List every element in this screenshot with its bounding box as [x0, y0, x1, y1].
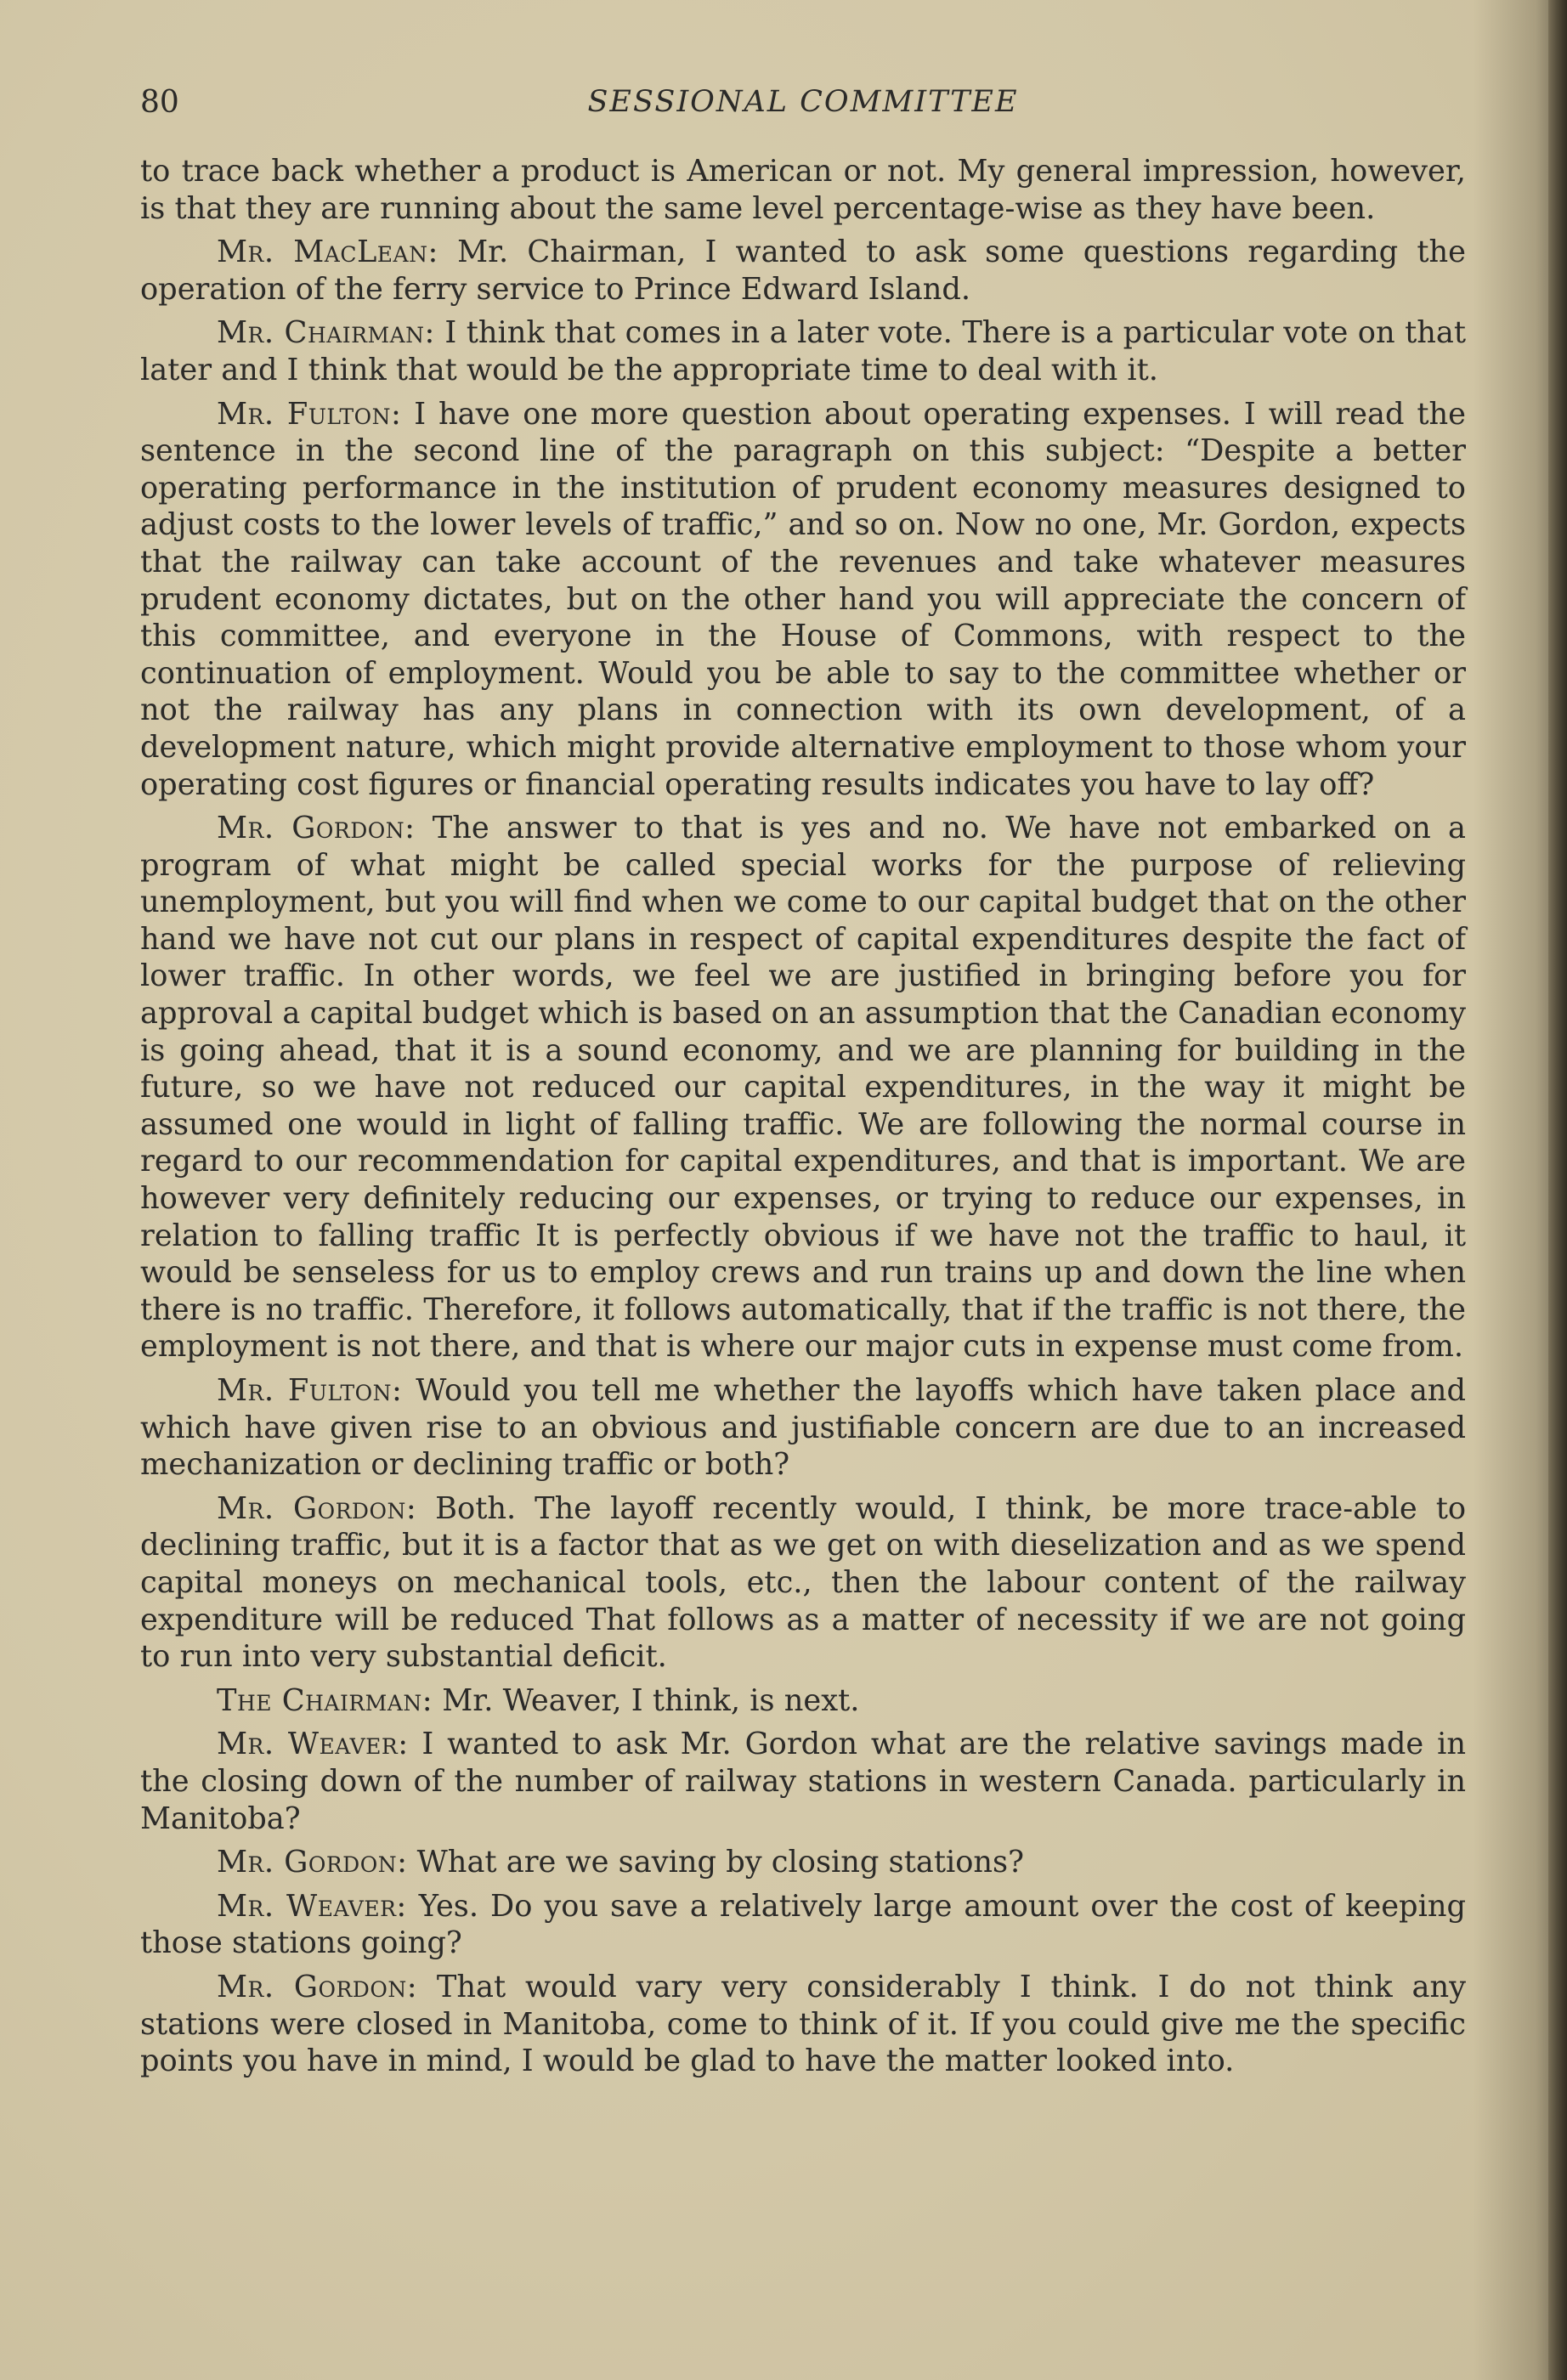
- paragraph-text: Would you tell me whether the layoffs which have taken place and which have given rise to an obvious and justifiable concern are due to an increased mechanization or declining traffic or both?: [140, 1373, 1466, 1483]
- paragraph: [140, 396, 1466, 804]
- speaker-name: Mr. Chairman:: [217, 315, 435, 351]
- paragraph: [140, 234, 1466, 308]
- running-head: SESSIONAL COMMITTEE: [587, 85, 1019, 119]
- speaker-name: The Chairman:: [217, 1682, 433, 1718]
- paragraph-text: Yes. Do you save a relatively large amount over the cost of keeping those stations going?: [140, 1888, 1467, 1961]
- paragraph: [140, 314, 1466, 388]
- paragraph-text: to trace back whether a product is American or not. My general impression, however, is that they are running about the same level percentage-wise as they have been.: [140, 154, 1466, 226]
- paragraph: [140, 1844, 1466, 1881]
- page-header: [140, 85, 1466, 127]
- speaker-name: Mr. Gordon:: [217, 1490, 417, 1526]
- speaker-name: Mr. Fulton:: [217, 396, 402, 432]
- speaker-name: Mr. Gordon:: [217, 811, 416, 846]
- paragraph: [140, 1682, 1466, 1720]
- paragraph-text: Mr. Weaver, I think, is next.: [442, 1682, 860, 1718]
- paragraph: [140, 1726, 1466, 1837]
- page-number: 80: [140, 85, 179, 120]
- paragraph: [140, 1372, 1466, 1484]
- paragraph-text: Both. The layoff recently would, I think, be more trace-able to declining traffic, but it is a factor that as we get on with dieselization and as we spend capital moneys on mechanical tools, etc., then the labour content of the railway expenditure will be reduced That follows as a matter of necessity if we are not going to run into very substantial deficit.: [140, 1490, 1467, 1675]
- paragraph-text: I wanted to ask Mr. Gordon what are the relative savings made in the closing down of the number of railway stations in western Canada. particularly in Manitoba?: [140, 1727, 1467, 1836]
- paragraph-text: I think that comes in a later vote. There is a particular vote on that later and I think that would be the appropriate time to deal with it.: [140, 315, 1467, 387]
- paragraph: [140, 1888, 1466, 1962]
- transcript-body: [140, 153, 1466, 2087]
- speaker-name: Mr. Gordon:: [217, 1969, 418, 2004]
- paragraph: [140, 810, 1466, 1365]
- speaker-name: Mr. Weaver:: [217, 1888, 407, 1924]
- paragraph-text: I have one more question about operating expenses. I will read the sentence in the second line of the paragraph on this subject: “Despite a better operating performance in the institution of prudent economy measures designed to adjust costs to the lower levels of traffic,” and so on. Now no one, Mr. Gordon, expects that the railway can take account of the revenues and take whatever measures prudent economy dictates, but on the other hand you will appreciate the concern of this committee, and everyone in the House of Commons, with respect to the continuation of employment. Would you be able to say to the committee whether or not the railway has any plans in connection with its own development, of a development nature, which might provide alternative employment to those whom your operating cost figures or financial operating results indicates you have to lay off?: [140, 396, 1467, 802]
- speaker-name: Mr. Fulton:: [217, 1373, 403, 1408]
- paragraph: [140, 1969, 1466, 2080]
- book-spine-shadow: [1548, 0, 1567, 2380]
- paragraph-text: The answer to that is yes and no. We have not embarked on a program of what might be called special works for the purpose of relieving unemployment, but you will find when we come to our capital budget that on the other hand we have not cut our plans in respect of capital expenditures despite the fact of lower traffic. In other words, we feel we are justified in bringing before you for approval a capital budget which is based on an assumption that the Canadian economy is going ahead, that it is a sound economy, and we are planning for building in the future, so we have not reduced our capital expenditures, in the way it might be assumed one would in light of falling traffic. We are following the normal course in regard to our recommendation for capital expenditures, and that is important. We are however very definitely reducing our expenses, or trying to reduce our expenses, in relation to falling traffic It is perfectly obvious if we have not the traffic to haul, it would be senseless for us to employ crews and run trains up and down the line when there is no traffic. Therefore, it follows automatically, that if the traffic is not there, the employment is not there, and that is where our major cuts in expense must come from.: [140, 811, 1467, 1365]
- paragraph: [140, 1490, 1466, 1676]
- speaker-name: Mr. MacLean:: [217, 235, 438, 270]
- paragraph-text: Mr. Chairman, I wanted to ask some questions regarding the operation of the ferry service to Prince Edward Island.: [140, 235, 1467, 307]
- speaker-name: Mr. Gordon:: [217, 1845, 408, 1880]
- speaker-name: Mr. Weaver:: [217, 1727, 409, 1762]
- paragraph-text: What are we saving by closing stations?: [416, 1845, 1024, 1880]
- paragraph: [140, 153, 1466, 227]
- paragraph-text: That would vary very considerably I think. I do not think any stations were closed in Manitoba, come to think of it. If you could give me the specific points you have in mind, I would be glad to have the matter looked into.: [140, 1969, 1467, 2079]
